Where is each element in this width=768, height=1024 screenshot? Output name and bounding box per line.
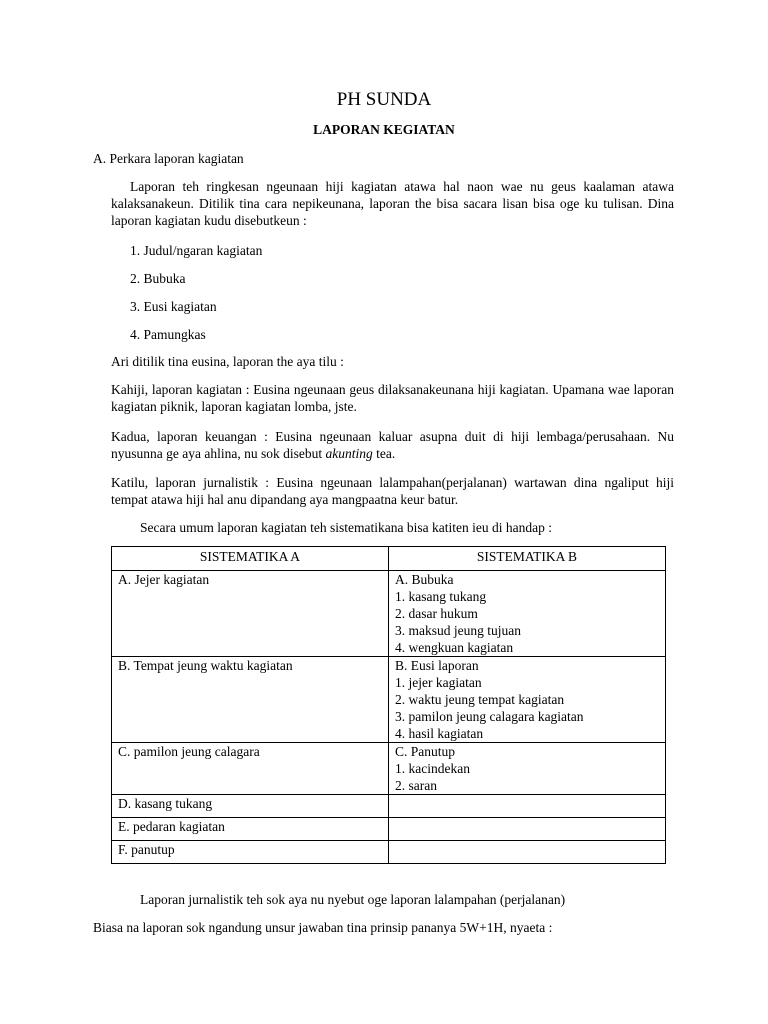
- table-row: [112, 657, 666, 743]
- list-item: 2. Bubuka: [130, 271, 186, 286]
- table-cell: A. Bubuka 1. kasang tukang 2. dasar hukum 3. maksud jeung tujuan 4. wengkuan kagiatan: [389, 571, 666, 657]
- paragraph-kahiji: Kahiji, laporan kagiatan : Eusina ngeunaan geus dilaksanakeunana hiji kagiatan. Upamana wae laporan kagiatan piknik, laporan kagiatan lomba, jste.: [111, 382, 674, 414]
- document-subtitle: LAPORAN KEGIATAN: [313, 122, 455, 137]
- table-cell: [389, 795, 666, 818]
- table-cell: C. pamilon jeung calagara: [112, 743, 389, 795]
- table-header: SISTEMATIKA A: [112, 547, 389, 571]
- table-cell: E. pedaran kagiatan: [112, 818, 389, 841]
- document-title: PH SUNDA: [336, 89, 432, 110]
- table-intro: Secara umum laporan kagiatan teh sistematikana bisa katiten ieu di handap :: [140, 520, 552, 535]
- table-cell: A. Jejer kagiatan: [112, 571, 389, 657]
- table-cell: B. Eusi laporan 1. jejer kagiatan 2. waktu jeung tempat kagiatan 3. pamilon jeung calagara kagiatan 4. hasil kagiatan: [389, 657, 666, 743]
- table-cell: F. panutup: [112, 841, 389, 864]
- kadua-text: Kadua, laporan keuangan : Eusina ngeunaan kaluar asupna duit di hiji lembaga/perusahaan. Nu nyusunna ge aya ahlina, nu sok disebut: [111, 429, 674, 461]
- table-header: SISTEMATIKA B: [389, 547, 666, 571]
- table-row: [112, 795, 666, 818]
- table-cell: B. Tempat jeung waktu kagiatan: [112, 657, 389, 743]
- table-cell: D. kasang tukang: [112, 795, 389, 818]
- sistematika-table: [111, 546, 666, 864]
- table-cell: [389, 841, 666, 864]
- table-cell: [389, 818, 666, 841]
- kadua-end: tea.: [376, 446, 396, 461]
- closing-text: Biasa na laporan sok ngandung unsur jawaban tina prinsip pananya 5W+1H, nyaeta :: [93, 920, 553, 935]
- table-header-row: [112, 547, 666, 571]
- intro-paragraph: Laporan teh ringkesan ngeunaan hiji kagiatan atawa hal naon wae nu geus kaalaman atawa kalaksanakeun. Ditilik tina cara nepikeunana, laporan the bisa sacara lisan bisa oge ku tulisan. Dina laporan kagiatan kudu disebutkeun :: [111, 179, 674, 228]
- types-intro: Ari ditilik tina eusina, laporan the aya tilu :: [111, 354, 344, 369]
- table-row: [112, 743, 666, 795]
- list-item: 1. Judul/ngaran kagiatan: [130, 243, 263, 258]
- list-item: 3. Eusi kagiatan: [130, 299, 217, 314]
- table-row: [112, 818, 666, 841]
- table-cell: C. Panutup 1. kacindekan 2. saran: [389, 743, 666, 795]
- kadua-term: akunting: [325, 446, 373, 461]
- paragraph-kadua: [111, 428, 674, 462]
- after-table-text: Laporan jurnalistik teh sok aya nu nyebut oge laporan lalampahan (perjalanan): [140, 892, 566, 907]
- section-a-heading: A. Perkara laporan kagiatan: [93, 151, 244, 166]
- paragraph-katilu: Katilu, laporan jurnalistik : Eusina ngeunaan lalampahan(perjalanan) wartawan dina ngaliput hiji tempat atawa hiji hal anu dipandang aya mangpaatna keur batur.: [111, 475, 674, 507]
- list-item: 4. Pamungkas: [130, 327, 206, 342]
- table-row: [112, 841, 666, 864]
- table-row: [112, 571, 666, 657]
